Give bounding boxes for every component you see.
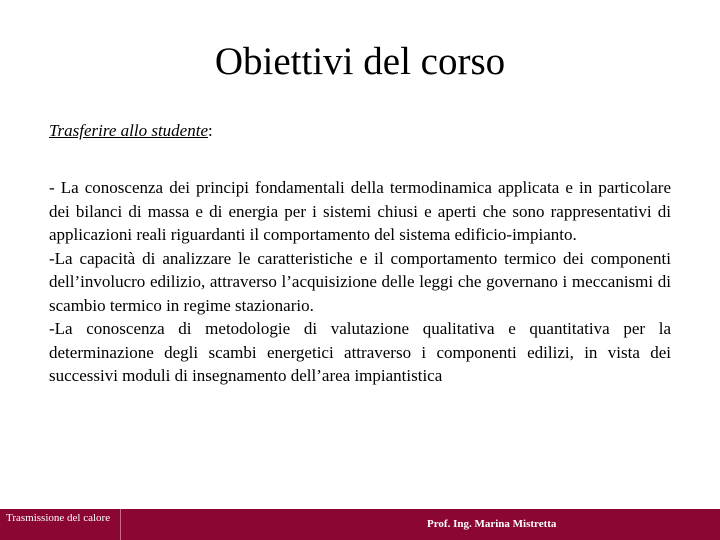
objective-paragraph-2: -La capacità di analizzare le caratteristiche e il comportamento termico dei componenti dell’involucro edilizio, attraverso l’acquisizione delle leggi che governano i meccanismi di scambio termico in regime stazionario. — [49, 248, 671, 315]
footer-bar — [0, 509, 720, 540]
footer-author: Prof. Ing. Marina Mistretta — [427, 518, 557, 530]
objective-paragraph-1: - La conoscenza dei principi fondamentali della termodinamica applicata e in particolare dei bilanci di massa e di energia per i sistemi chiusi e aperti che sono rappresentativi di applicazioni reali riguardanti il comportamento del sistema edificio-impianto. — [49, 178, 671, 244]
slide-title: Obiettivi del corso — [214, 40, 506, 83]
footer-divider — [120, 509, 121, 540]
objectives-body — [49, 176, 671, 388]
subtitle-text: Trasferire allo studente — [49, 121, 208, 140]
subtitle-colon: : — [208, 121, 213, 140]
objective-paragraph-3: -La conoscenza di metodologie di valutazione qualitativa e quantitativa per la determinazione degli scambi energetici attraverso i componenti edilizi, in vista dei successivi moduli di insegnamento dell’area impiantistica — [49, 319, 671, 385]
slide-subtitle — [49, 120, 213, 142]
footer-course-name: Trasmissione del calore — [6, 512, 111, 524]
